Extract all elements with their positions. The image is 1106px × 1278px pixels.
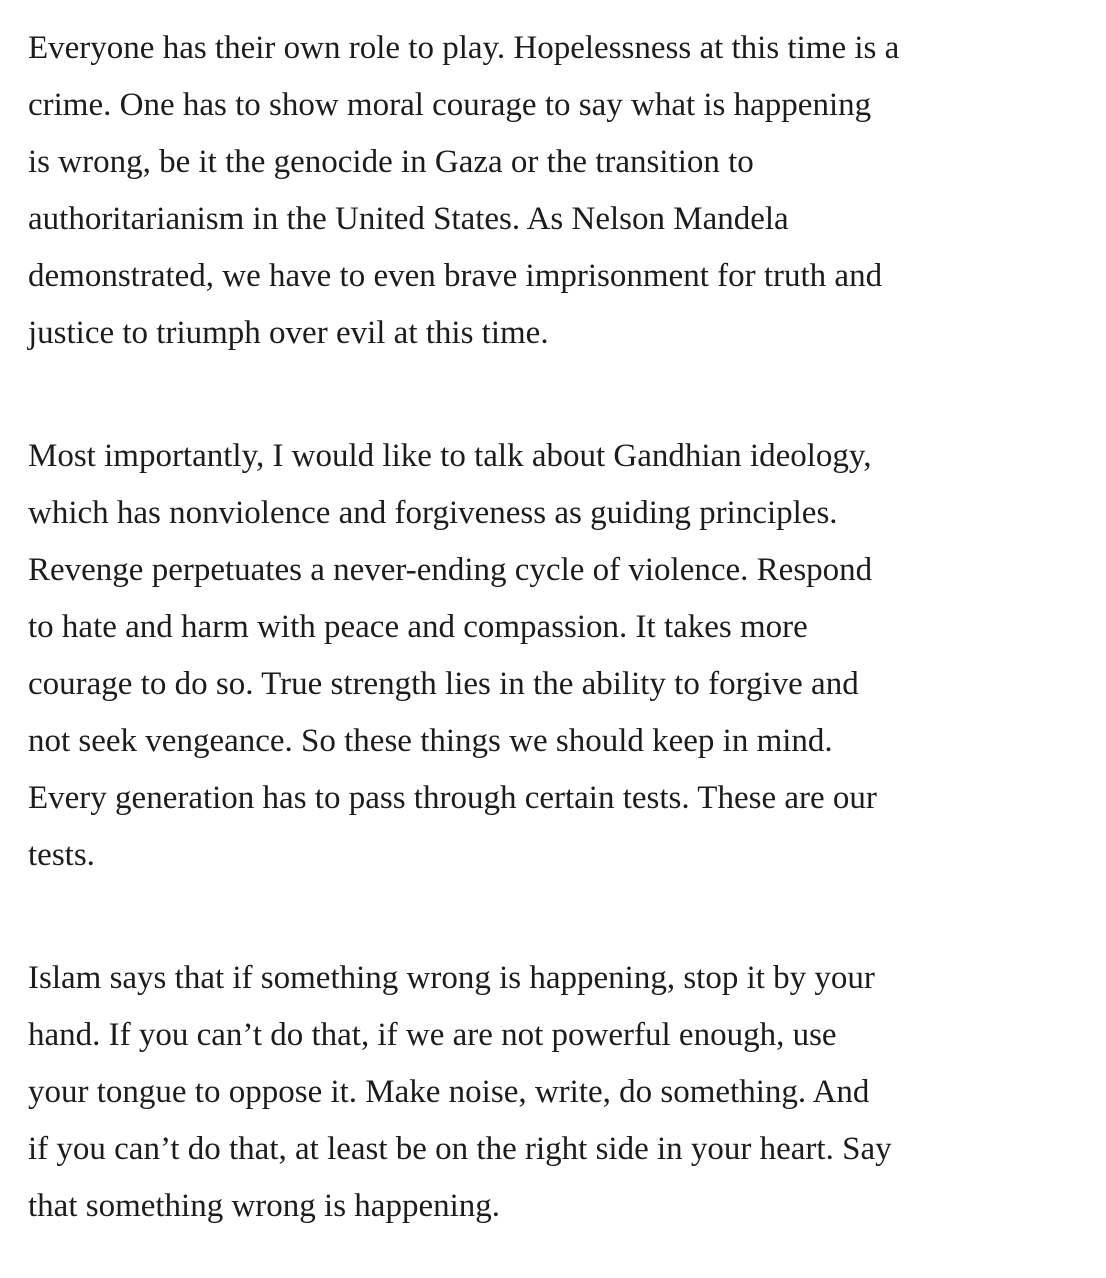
text-line: Most importantly, I would like to talk about Gandhian ideology, [28,438,872,474]
text-line: your tongue to oppose it. Make noise, write, do something. And [28,1074,870,1110]
text-line: demonstrated, we have to even brave imprisonment for truth and [28,258,883,294]
text-line: justice to triumph over evil at this time. [28,315,549,351]
text-line: to hate and harm with peace and compassion. It takes more [28,609,808,645]
paragraph [28,20,1083,362]
text-line: crime. One has to show moral courage to say what is happening [28,87,872,123]
text-line: is wrong, be it the genocide in Gaza or the transition to [28,144,754,180]
text-line: Islam says that if something wrong is happening, stop it by your [28,960,875,996]
article-body [28,20,1083,1235]
paragraph [28,950,1083,1235]
text-line: hand. If you can’t do that, if we are not powerful enough, use [28,1017,837,1053]
text-line: which has nonviolence and forgiveness as guiding principles. [28,495,838,531]
text-line: Everyone has their own role to play. Hopelessness at this time is a [28,30,900,66]
paragraph [28,428,1083,884]
text-line: Every generation has to pass through certain tests. These are our [28,780,877,816]
text-line: Revenge perpetuates a never-ending cycle of violence. Respond [28,552,873,588]
text-line: authoritarianism in the United States. As Nelson Mandela [28,201,789,237]
text-line: if you can’t do that, at least be on the right side in your heart. Say [28,1131,892,1167]
text-line: not seek vengeance. So these things we should keep in mind. [28,723,833,759]
text-line: tests. [28,837,95,873]
text-line: that something wrong is happening. [28,1188,501,1224]
text-line: courage to do so. True strength lies in the ability to forgive and [28,666,859,702]
